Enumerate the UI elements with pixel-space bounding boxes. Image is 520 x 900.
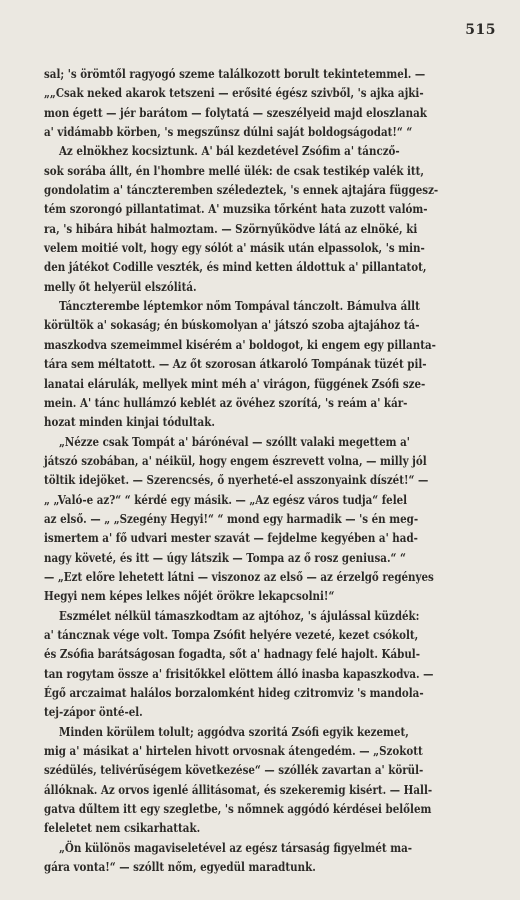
- text-line: gondolatim a' tánczteremben széledeztek, 's ennek ajtajára függesz-: [44, 182, 439, 198]
- text-line: tan rogytam össze a' frisitőkkel elöttem álló inasba kapaszkodva. —: [44, 665, 434, 681]
- text-line: lanatai elárulák, mellyek mint méh a' virágon, függének Zsófi sze-: [44, 375, 426, 391]
- text-line: töltik idejöket. — Szerencsés, ő nyerheté-el asszonyaink díszét!“ —: [44, 472, 429, 488]
- page-text: [44, 64, 504, 876]
- text-line: — „Ezt előre lehetett látni — viszonoz az első — az érzelgő regényes: [44, 568, 434, 584]
- text-line: az első. — „ „Szegény Hegyi!“ “ mond egy harmadik — 's én meg-: [44, 510, 419, 526]
- text-line: körültök a' sokaság; én búskomolyan a' játszó szoba ajtajához tá-: [44, 317, 420, 333]
- text-line: gára vonta!“ — szóllt nőm, egyedül maradtunk.: [44, 859, 316, 875]
- paragraph: [44, 141, 504, 296]
- text-line: állóknak. Az orvos igenlé állitásomat, és szekeremig kisért. — Hall-: [44, 781, 433, 797]
- text-line: játszó szobában, a' néikül, hogy engem észrevett volna, — milly jól: [44, 452, 427, 468]
- text-line: Tánczterembe léptemkor nőm Tompával tánczolt. Bámulva állt: [58, 298, 420, 314]
- text-line: melly őt helyerül elszólitá.: [44, 278, 197, 294]
- text-line: „ „Való-e az?“ “ kérdé egy másik. — „Az egész város tudja“ felel: [44, 491, 408, 507]
- text-line: velem moitié volt, hogy egy sólót a' másik után elpassolok, 's min-: [44, 240, 425, 256]
- text-line: „„Csak neked akarok tetszeni — erősité égész szivből, 's ajka ajki-: [44, 85, 424, 101]
- text-line: tém szorongó pillantatimat. A' muzsika tőrként hata zuzott valóm-: [44, 201, 428, 217]
- text-line: hozat minden kinjai tódultak.: [44, 414, 215, 430]
- text-line: Az elnökhez kocsiztunk. A' bál kezdetével Zsófim a' táncző-: [58, 143, 400, 159]
- text-line: ismertem a' fő udvari mester szavát — fejdelme kegyében a' had-: [44, 530, 418, 546]
- text-line: és Zsófia barátságosan fogadta, sőt a' hadnagy felé hajolt. Kábul-: [44, 646, 420, 662]
- page-number: 515: [465, 22, 496, 38]
- text-line: mig a' másikat a' hirtelen hivott orvosnak átengedém. — „Szokott: [44, 743, 423, 759]
- text-line: Égő arczaimat halálos borzalomként hideg czitromviz 's mandola-: [44, 685, 424, 700]
- text-line: a' táncznak vége volt. Tompa Zsófit helyére vezeté, kezet csókolt,: [44, 626, 419, 642]
- text-line: Hegyi nem képes lelkes nőjét örökre lekapcsolni!“: [44, 588, 335, 604]
- paragraph: [44, 296, 504, 431]
- text-line: sal; 's örömtől ragyogó szeme találkozott borult tekintetemmel. —: [44, 66, 426, 81]
- text-line: mon égett — jér barátom — folytatá — szeszélyeid majd eloszlanak: [44, 104, 427, 120]
- text-line: szédülés, telivérűségem következése“ — szóllék zavartan a' körül-: [44, 762, 424, 778]
- text-line: feleletet nem csikarhattak.: [44, 820, 201, 836]
- text-line: Minden körülem tolult; aggódva szoritá Zsófi egyik kezemet,: [58, 723, 409, 739]
- text-line: maszkodva szemeimmel kisérém a' boldogot, ki engem egy pillanta-: [44, 336, 436, 352]
- text-line: nagy követé, és itt — úgy látszik — Tompa az ő rosz geniusa.“ “: [44, 549, 406, 565]
- paragraph: [44, 64, 504, 141]
- text-line: den játékot Codille veszték, és mind ketten áldottuk a' pillantatot,: [44, 259, 427, 275]
- text-line: gatva dűltem itt egy szegletbe, 's nőmnek aggódó kérdései belőlem: [44, 801, 432, 817]
- paragraph: [44, 606, 504, 722]
- text-line: mein. A' tánc hullámzó keblét az övéhez szorítá, 's reám a' kár-: [44, 394, 408, 410]
- paragraph: [44, 722, 504, 838]
- text-line: a' vidámabb körben, 's megszűnsz dúlni saját boldogságodat!“ “: [44, 124, 413, 140]
- paragraph: [44, 432, 504, 606]
- text-line: „Ön különös magaviseletével az egész társaság figyelmét ma-: [58, 839, 413, 855]
- text-line: Eszmélet nélkül támaszkodtam az ajtóhoz, 's ájulással küzdék:: [58, 607, 420, 623]
- text-line: sok sorába állt, én l'hombre mellé ülék: de csak testikép valék itt,: [44, 162, 425, 178]
- text-line: „Nézze csak Tompát a' bárónéval — szóllt valaki megettem a': [58, 433, 410, 449]
- text-line: tára sem méltatott. — Az őt szorosan átkaroló Tompának tüzét pil-: [44, 356, 427, 372]
- text-line: ra, 's hibára hibát halmoztam. — Szörnyűködve látá az elnöké, ki: [44, 220, 418, 236]
- text-line: tej-zápor önté-el.: [44, 704, 143, 720]
- paragraph: [44, 838, 504, 877]
